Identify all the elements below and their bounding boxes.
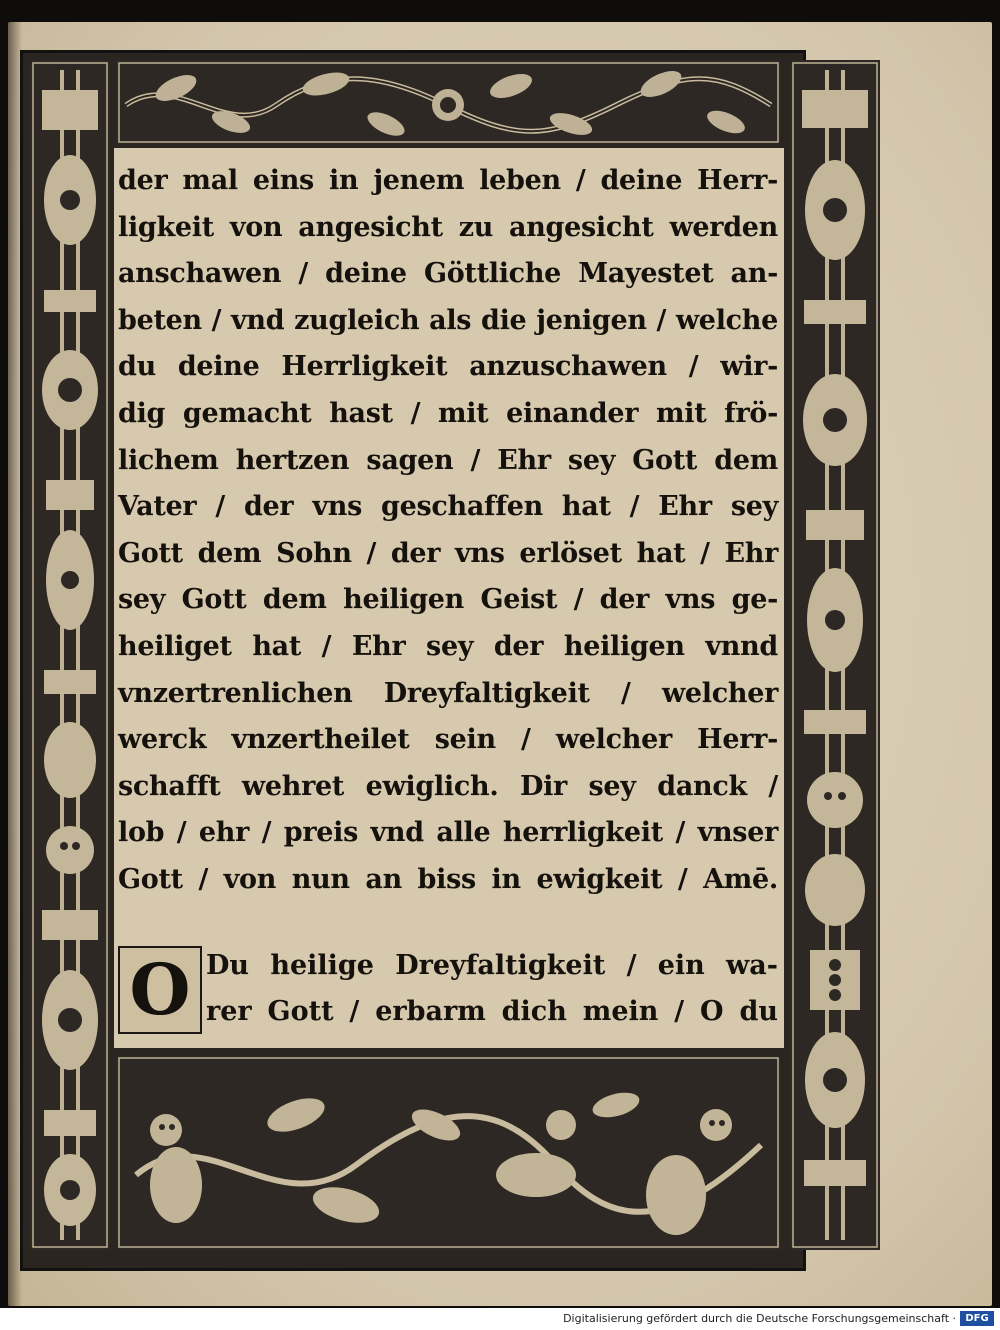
figures-vine-ornament	[116, 1055, 781, 1250]
candelabrum-column-ornament	[30, 60, 110, 1250]
bottom-ornament-panel	[116, 1055, 781, 1250]
funding-credit: Digitalisierung gefördert durch die Deutsche Forschungsgemeinschaft ·	[563, 1312, 956, 1325]
text-line: vnzertrenlichen Dreyfaltigkeit / welcher	[118, 677, 778, 709]
text-line: der mal eins in jenem leben / deine Herr-	[118, 165, 778, 196]
top-ornament-panel	[116, 60, 781, 145]
text-line: ligkeit von angesicht zu angesicht werden	[118, 211, 778, 243]
text-line: dig gemacht hast / mit einander mit frö-	[118, 397, 778, 429]
text-line: Vater / der vns geschaffen hat / Ehr sey	[118, 491, 778, 523]
text-line: anschawen / deine Göttliche Mayestet an-	[118, 258, 778, 290]
text-line: sey Gott dem heiligen Geist / der vns ge-	[118, 584, 778, 616]
text-line: rer Gott / erbarm dich mein / O du	[206, 996, 778, 1027]
text-line: beten / vnd zugleich als die jenigen / welche	[118, 304, 778, 336]
text-line: Gott / von nun an biss in ewigkeit / Amē.	[118, 863, 778, 895]
digitization-footer	[0, 1309, 1000, 1330]
text-line: Du heilige Dreyfaltigkeit / ein wa-	[206, 950, 778, 981]
text-line: werck vnzertheilet sein / welcher Herr-	[118, 724, 778, 756]
text-line: du deine Herrligkeit anzuschawen / wir-	[118, 351, 778, 383]
vine-scroll-ornament	[116, 60, 781, 145]
text-line: lob / ehr / preis vnd alle herrligkeit / vnser	[118, 817, 778, 849]
text-line: lichem hertzen sagen / Ehr sey Gott dem	[118, 444, 778, 476]
text-line: heiliget hat / Ehr sey der heiligen vnnd	[118, 630, 778, 662]
candelabrum-column-ornament	[790, 60, 880, 1250]
text-line: schafft wehret ewiglich. Dir sey danck /	[118, 770, 778, 802]
right-column-ornament	[790, 60, 880, 1250]
text-line: Gott dem Sohn / der vns erlöset hat / Ehr	[118, 537, 778, 569]
dfg-logo: DFG	[960, 1311, 994, 1326]
decorated-initial: O	[118, 946, 202, 1034]
main-text-block	[118, 158, 778, 904]
left-column-ornament	[30, 60, 110, 1250]
